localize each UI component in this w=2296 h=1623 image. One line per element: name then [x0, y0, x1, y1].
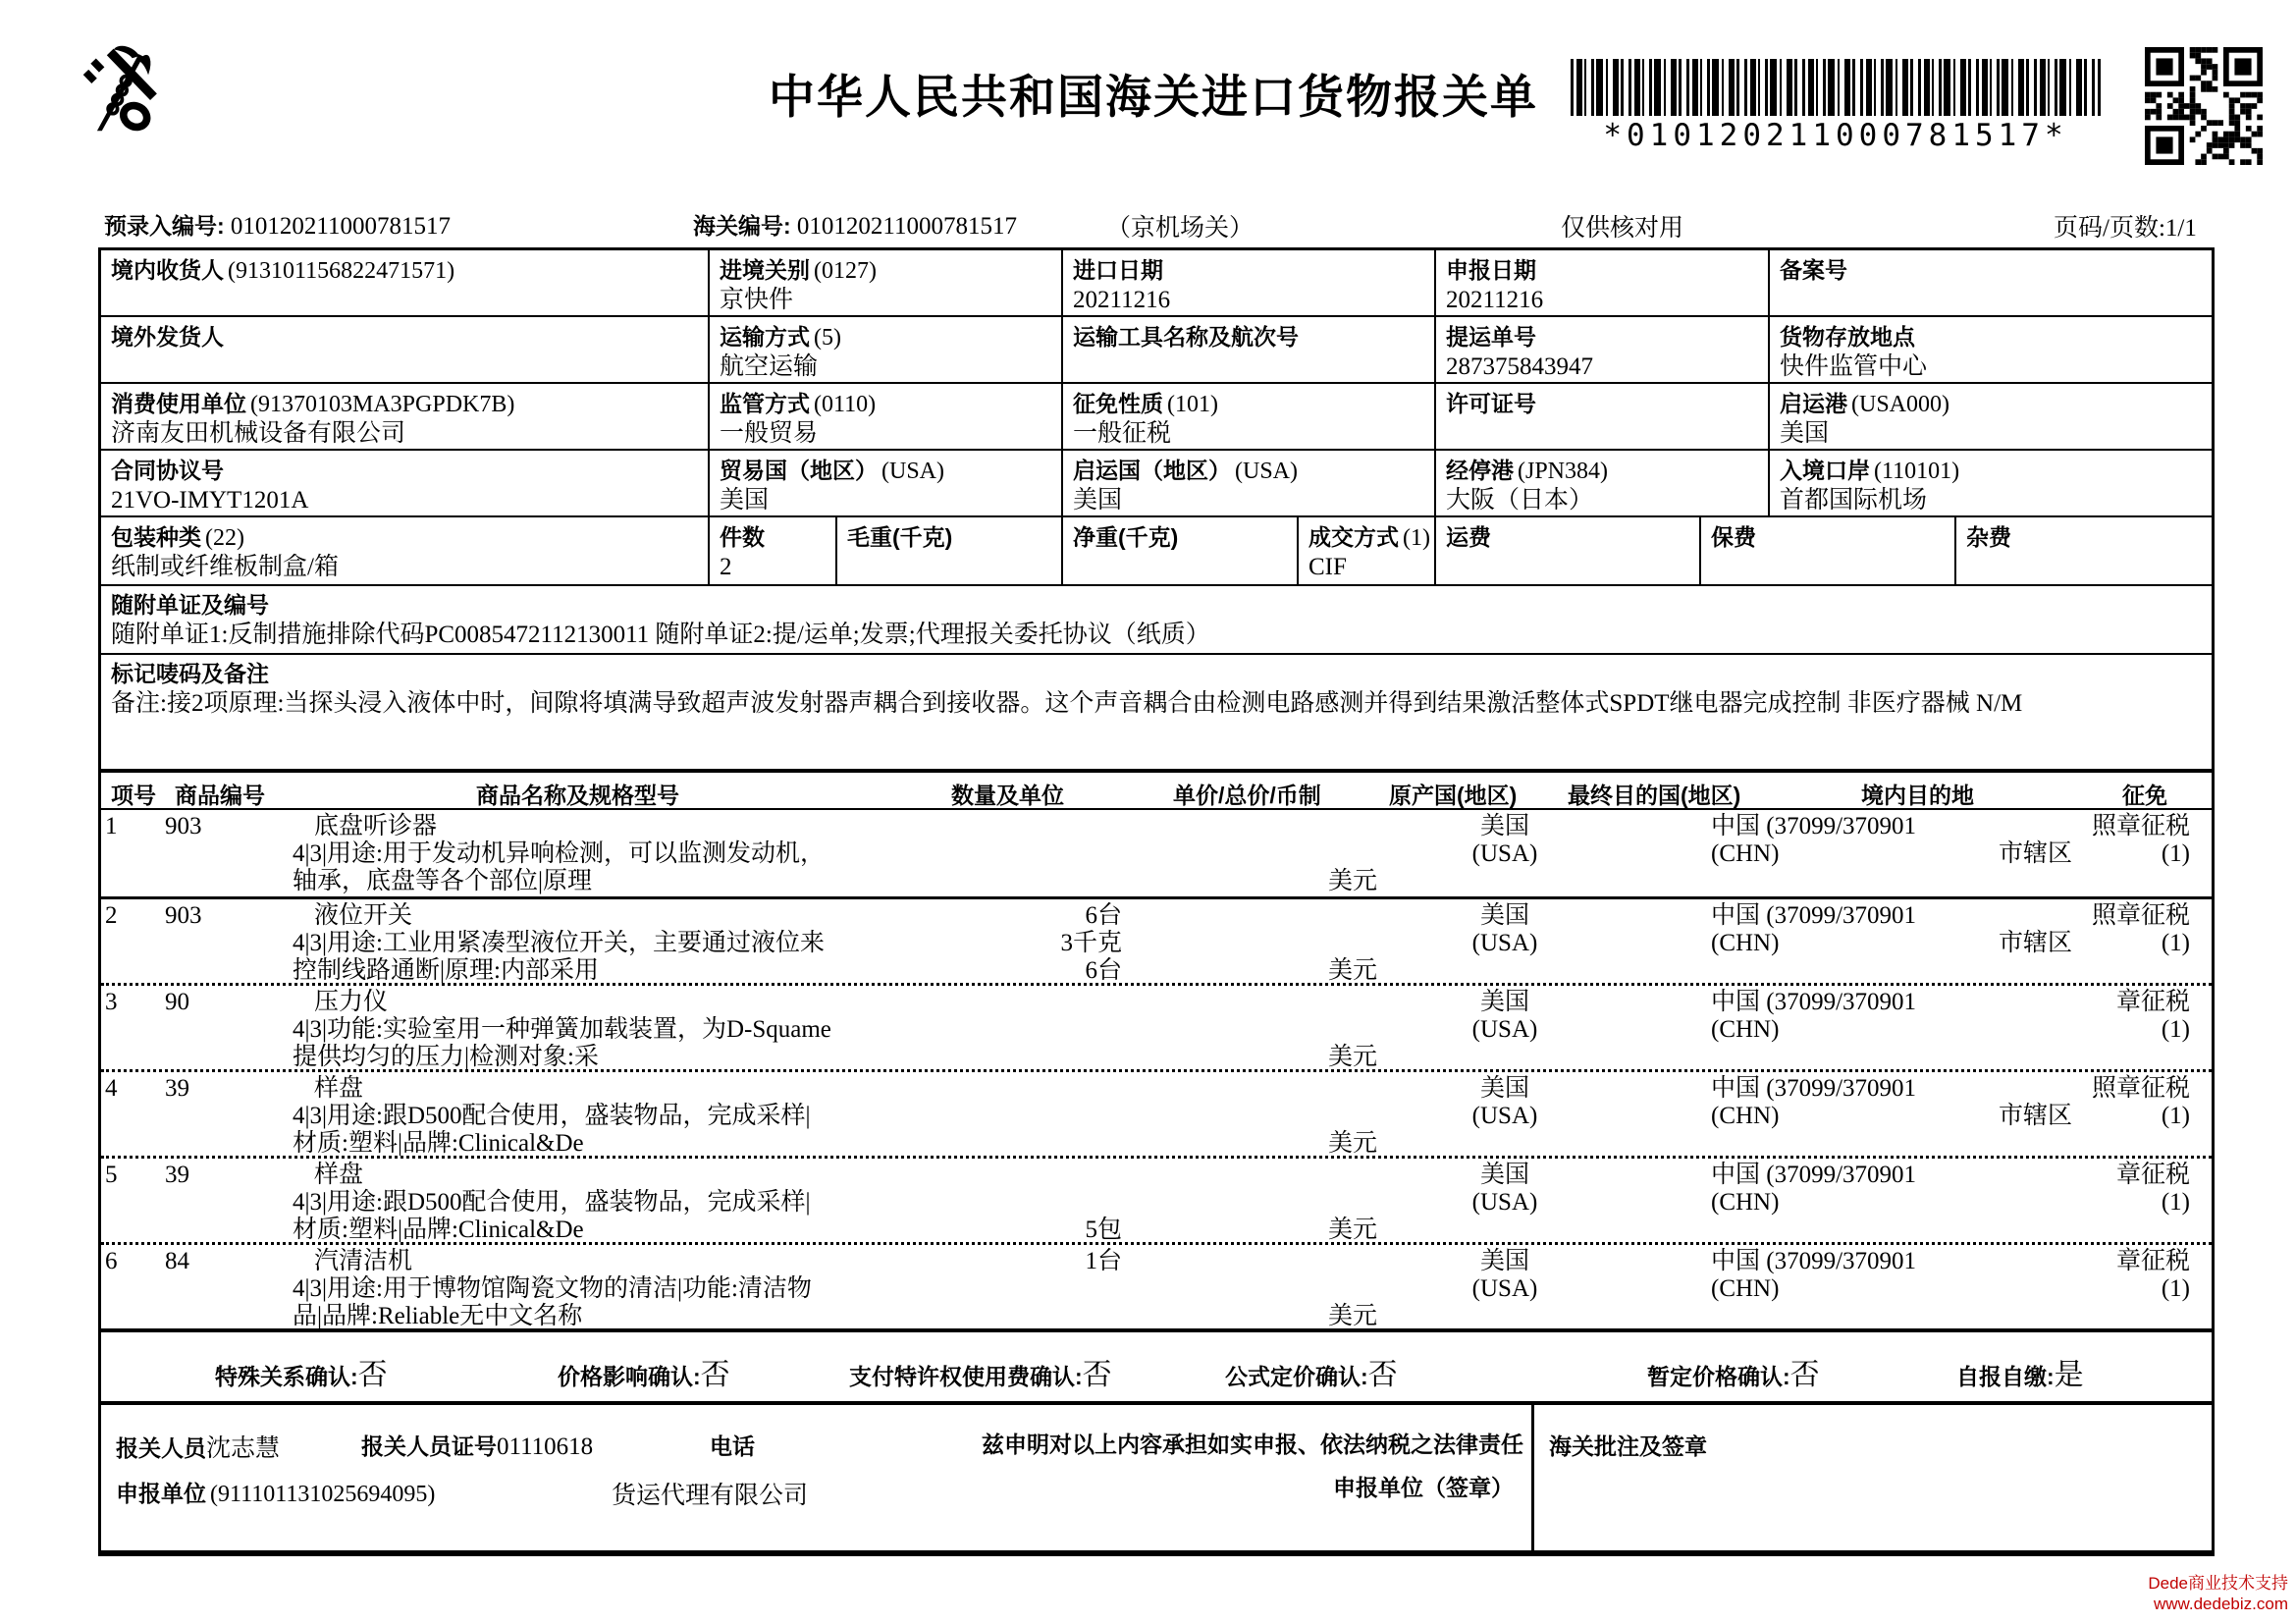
- watermark: [2148, 1573, 2288, 1614]
- goods-row: 6 84 汽清洁机 4|3|用途:用于博物馆陶瓷文物的清洁|功能:清洁物 品|品牌:Reliable无中文名称 1台 美元 美国 (USA) 中国 (37099/370901 (CHN) 章征税 (1): [101, 1242, 2212, 1328]
- footer-section: [101, 1401, 2212, 1550]
- confirm-formula-pricing: 公式定价确认:否: [1225, 1359, 1398, 1391]
- unit-seal-label: 申报单位（签章）: [1333, 1475, 1514, 1500]
- watermark-line1: Dede商业技术支持: [2148, 1574, 2288, 1593]
- field-pieces: 件数 2: [710, 517, 837, 584]
- goods-col-name-spec: 商品名称及规格型号: [476, 783, 679, 808]
- field-import-date: 进口日期 20211216: [1063, 250, 1436, 315]
- field-consignee: 境内收货人 (913101156822471571): [101, 250, 710, 315]
- goods-row: 5 39 样盘 4|3|用途:跟D500配合使用，盛装物品，完成采样| 材质:塑料|品牌:Clinical&De 5包 美元 美国 (USA) 中国 (37099/370901 (CHN) 章征税 (1): [101, 1156, 2212, 1242]
- field-entry-customs: 进境关别 (0127) 京快件: [710, 250, 1063, 315]
- field-attached-docs: 随附单证及编号 随附单证1:反制措施排除代码PC0085472112130011 随附单证2:提/运单;发票;代理报关委托协议（纸质）: [101, 586, 2212, 655]
- field-transaction-mode: 成交方式 (1) CIF: [1299, 517, 1436, 584]
- qr-code: [2145, 47, 2263, 165]
- field-overseas-shipper: 境外发货人: [101, 317, 710, 382]
- field-insurance: 保费: [1701, 517, 1956, 584]
- customs-no-value: 010120211000781517: [796, 213, 1017, 240]
- info-row-4: [101, 451, 2212, 517]
- field-departure-country: 启运国（地区） (USA) 美国: [1063, 451, 1436, 515]
- declarant-cert-no: 报关人员证号01110618: [361, 1434, 594, 1460]
- field-storage-place: 货物存放地点 快件监管中心: [1780, 324, 1928, 380]
- confirmation-row: [101, 1328, 2212, 1401]
- meta-row: [0, 208, 2296, 240]
- barcode-text: *010120211000781517*: [1603, 118, 2068, 153]
- field-trade-country: 贸易国（地区） (USA) 美国: [710, 451, 1063, 515]
- customs-endorsement-label: 海关批注及签章: [1549, 1434, 1707, 1459]
- declaration-statement: 兹申明对以上内容承担如实申报、依法纳税之法律责任: [982, 1432, 1523, 1457]
- goods-table-header: [101, 773, 2212, 810]
- field-license-no: 许可证号: [1436, 384, 1770, 449]
- field-contract-no: 合同协议号 21VO-IMYT1201A: [101, 451, 710, 515]
- customs-no-label: 海关编号:: [693, 213, 791, 239]
- goods-col-item-no: 项号: [111, 783, 156, 808]
- goods-row: 2 903 液位开关 4|3|用途:工业用紧凑型液位开关，主要通过液位来 控制线路通断|原理:内部采用 6台 3千克 6台 美元 美国 (USA) 中国 (37099/370901 (CHN) 市辖区 照章征税 (1): [101, 896, 2212, 983]
- goods-col-exemption: 征免: [2122, 783, 2167, 808]
- field-transport-mode: 运输方式 (5) 航空运输: [710, 317, 1063, 382]
- field-packing-type: 包装种类 (22) 纸制或纤维板制盒/箱: [101, 517, 710, 584]
- declaration-table: [98, 247, 2215, 1556]
- field-record-no: 备案号: [1780, 257, 1847, 283]
- field-gross-weight: 毛重(千克): [837, 517, 1063, 584]
- confirm-price-influence: 价格影响确认:否: [558, 1359, 730, 1391]
- goods-col-price-currency: 单价/总价/币制: [1173, 783, 1321, 808]
- barcode: [1571, 59, 2101, 153]
- declare-unit: 申报单位 (911101131025694095): [116, 1481, 436, 1507]
- page-info: 页码/页数:1/1: [2054, 215, 2197, 242]
- goods-col-origin-country: 原产国(地区): [1389, 783, 1518, 808]
- phone-label: 电话: [710, 1434, 755, 1459]
- customs-endorsement-section: [1534, 1405, 2212, 1550]
- watermark-line2: www.dedebiz.com: [2153, 1595, 2288, 1613]
- field-freight: 运费: [1436, 517, 1701, 584]
- info-row-1: [101, 250, 2212, 317]
- china-customs-emblem-icon: [74, 39, 167, 137]
- field-transit-port: 经停港 (JPN384) 大阪（日本）: [1436, 451, 1770, 515]
- confirm-special-relation: 特殊关系确认:否: [215, 1359, 388, 1391]
- field-consumer-unit: 消费使用单位 (91370103MA3PGPDK7B) 济南友田机械设备有限公司: [101, 384, 710, 449]
- info-row-5: [101, 517, 2212, 586]
- goods-row: 3 90 压力仪 4|3|功能:实验室用一种弹簧加载装置，为D-Squame 提供均匀的压力|检测对象:采 美元 美国 (USA) 中国 (37099/370901 (CHN) 章征税 (1): [101, 983, 2212, 1069]
- info-row-2: [101, 317, 2212, 384]
- check-only-note: 仅供核对用: [1561, 215, 1684, 242]
- customs-office: （京机场关）: [1106, 215, 1255, 242]
- field-entry-port: 入境口岸 (110101) 首都国际机场: [1780, 458, 1960, 514]
- field-declare-date: 申报日期 20211216: [1436, 250, 1770, 315]
- declarant: 报关人员沈志慧: [116, 1435, 281, 1462]
- pre-entry-no-label: 预录入编号:: [104, 213, 225, 239]
- field-departure-port: 启运港 (USA000) 美国: [1780, 391, 1949, 447]
- goods-row: 1 903 底盘听诊器 4|3|用途:用于发动机异响检测，可以监测发动机， 轴承，底盘等各个部位|原理 美元 美国 (USA) 中国 (37099/370901 (CHN) 市辖区 照章征税 (1): [105, 813, 2190, 894]
- field-marks-notes: 标记唛码及备注 备注:接2项原理:当探头浸入液体中时，间隙将填满导致超声波发射器声耦合到接收器。这个声音耦合由检测电路感测并得到结果激活整体式SPDT继电器完成控制 非医疗器械 N/M: [101, 655, 2212, 773]
- goods-col-domestic-dest: 境内目的地: [1861, 783, 1974, 808]
- field-bill-no: 提运单号 287375843947: [1436, 317, 1770, 382]
- barcode-bars-icon: [1571, 59, 2101, 116]
- goods-col-commodity-code: 商品编号: [175, 783, 265, 808]
- info-row-3: [101, 384, 2212, 451]
- goods-col-qty-unit: 数量及单位: [951, 783, 1064, 808]
- confirm-royalty-payment: 支付特许权使用费确认:否: [849, 1359, 1112, 1391]
- declare-unit-name: 货运代理有限公司: [612, 1483, 809, 1509]
- goods-row: 4 39 样盘 4|3|用途:跟D500配合使用，盛装物品，完成采样| 材质:塑料|品牌:Clinical&De 美元 美国 (USA) 中国 (37099/370901 (CHN) 市辖区 照章征税 (1): [101, 1069, 2212, 1156]
- field-net-weight: 净重(千克): [1063, 517, 1299, 584]
- confirm-provisional-price: 暂定价格确认:否: [1647, 1359, 1820, 1391]
- field-tax-nature: 征免性质 (101) 一般征税: [1063, 384, 1436, 449]
- declarant-section: [101, 1405, 1534, 1550]
- form-title: 中华人民共和国海关进口货物报关单: [769, 73, 1538, 124]
- pre-entry-no-value: 010120211000781517: [230, 213, 451, 240]
- field-transport-name: 运输工具名称及航次号: [1063, 317, 1436, 382]
- field-supervision-mode: 监管方式 (0110) 一般贸易: [710, 384, 1063, 449]
- goods-col-final-dest-country: 最终目的国(地区): [1568, 783, 1741, 808]
- confirm-self-declare-pay: 自报自缴:是: [1956, 1359, 2084, 1391]
- field-misc-fee: 杂费: [1966, 524, 2011, 550]
